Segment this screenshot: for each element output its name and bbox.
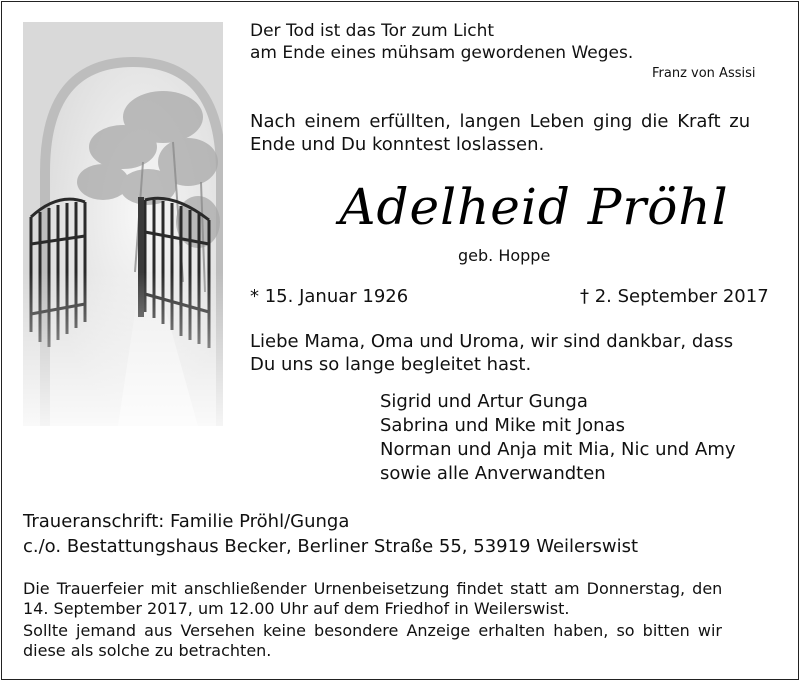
quote-line-2: am Ende eines mühsam gewordenen Weges. — [250, 43, 634, 63]
family-line: Sabrina und Mike mit Jonas — [380, 415, 625, 436]
archway-gate-photo — [23, 22, 223, 426]
family-line: Sigrid und Artur Gunga — [380, 391, 588, 412]
notice-info-line-3: Sollte jemand aus Versehen keine besondere Anzeige erhalten haben, so bitten wir — [23, 621, 722, 640]
intro-line-2: Ende und Du konntest loslassen. — [250, 134, 545, 155]
deceased-name: Adelheid Pröhl — [339, 178, 729, 236]
family-line: sowie alle Anverwandten — [380, 463, 606, 484]
thanks-line-2: Du uns so lange begleitet hast. — [250, 354, 532, 375]
mourning-address-line-2: c./o. Bestattungshaus Becker, Berliner Straße 55, 53919 Weilerswist — [23, 536, 639, 557]
quote-author: Franz von Assisi — [652, 66, 756, 81]
notice-info-line-4: diese als solche zu betrachten. — [23, 641, 272, 660]
ceremony-info-line-1: Die Trauerfeier mit anschließender Urnenbeisetzung findet statt am Donnerstag, den — [23, 579, 723, 598]
birth-date: * 15. Januar 1926 — [250, 286, 409, 307]
intro-line-1: Nach einem erfüllten, langen Leben ging die Kraft zu — [250, 111, 751, 132]
death-date: † 2. September 2017 — [580, 286, 769, 307]
quote-line-1: Der Tod ist das Tor zum Licht — [250, 21, 495, 41]
family-line: Norman und Anja mit Mia, Nic und Amy — [380, 439, 736, 460]
maiden-name: geb. Hoppe — [458, 246, 551, 265]
ceremony-info-line-2: 14. September 2017, um 12.00 Uhr auf dem Friedhof in Weilerswist. — [23, 599, 570, 618]
mourning-address-line-1: Traueranschrift: Familie Pröhl/Gunga — [23, 511, 350, 532]
thanks-line-1: Liebe Mama, Oma und Uroma, wir sind dankbar, dass — [250, 331, 734, 352]
